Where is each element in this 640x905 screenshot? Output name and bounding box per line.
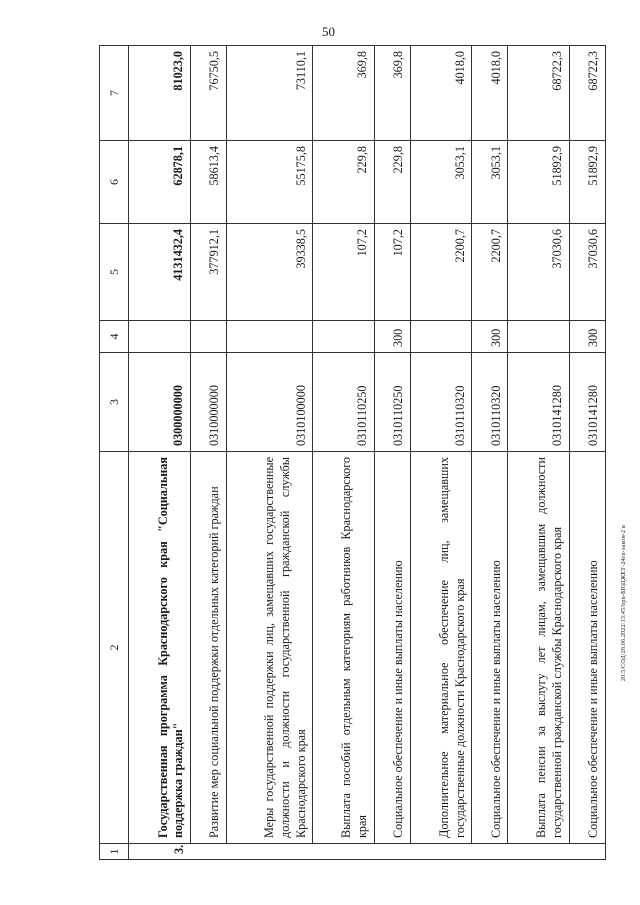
amount-col5-cell: 37030,6: [508, 224, 569, 321]
section-number-cell: [374, 844, 410, 860]
amount-col5-cell: 2200,7: [472, 224, 508, 321]
column-number-header-row: [100, 46, 129, 860]
budget-table: [99, 45, 606, 860]
expense-type-code-cell: [508, 321, 569, 353]
amount-col7-cell: 68722,3: [569, 46, 605, 141]
header-cell: 7: [100, 46, 129, 141]
section-number-cell: [569, 844, 605, 860]
expense-type-code-cell: 300: [472, 321, 508, 353]
expense-type-code-cell: [129, 321, 190, 353]
amount-col6-cell: 3053,1: [410, 141, 471, 224]
target-article-code-cell: 0310000000: [190, 353, 226, 452]
item-name-cell: Дополнительное материальное обеспечение лиц, замещавших государственные должности Краснодарского края: [410, 452, 471, 844]
expense-type-code-cell: 300: [374, 321, 410, 353]
header-cell: 6: [100, 141, 129, 224]
header-cell: 4: [100, 321, 129, 353]
table-row: [508, 46, 569, 860]
item-name-cell: Социальное обеспечение и иные выплаты населению: [374, 452, 410, 844]
amount-col6-cell: 3053,1: [472, 141, 508, 224]
item-name-cell: Меры государственной поддержки лиц, замещавших государственные должности и должности государственной гражданской службы Краснодарского края: [226, 452, 312, 844]
amount-col6-cell: 51892,9: [569, 141, 605, 224]
table-row: [226, 46, 312, 860]
amount-col7-cell: 76750,5: [190, 46, 226, 141]
table-row: [472, 46, 508, 860]
target-article-code-cell: 0310110250: [374, 353, 410, 452]
amount-col6-cell: 51892,9: [508, 141, 569, 224]
section-number-cell: [313, 844, 374, 860]
target-article-code-cell: 0310110250: [313, 353, 374, 452]
header-cell: 1: [100, 844, 129, 860]
amount-col7-cell: 68722,3: [508, 46, 569, 141]
header-cell: 3: [100, 353, 129, 452]
table-row: [410, 46, 471, 860]
amount-col5-cell: 4131432,4: [129, 224, 190, 321]
amount-col6-cell: 58613,4: [190, 141, 226, 224]
expense-type-code-cell: [313, 321, 374, 353]
target-article-code-cell: 0310110320: [472, 353, 508, 452]
target-article-code-cell: 0310141280: [508, 353, 569, 452]
header-cell: 2: [100, 452, 129, 844]
budget-table-container: [99, 46, 606, 860]
section-number-cell: [410, 844, 471, 860]
amount-col5-cell: 39338,5: [226, 224, 312, 321]
table-row: [569, 46, 605, 860]
amount-col7-cell: 369,8: [374, 46, 410, 141]
target-article-code-cell: 0310110320: [410, 353, 471, 452]
amount-col7-cell: 81023,0: [129, 46, 190, 141]
item-name-cell: Развитие мер социальной поддержки отдельных категорий граждан: [190, 452, 226, 844]
item-name-cell: Государственная программа Краснодарского края "Социальная поддержка граждан": [129, 452, 190, 844]
amount-col5-cell: 107,2: [313, 224, 374, 321]
item-name-cell: Социальное обеспечение и иные выплаты населению: [569, 452, 605, 844]
amount-col5-cell: 2200,7: [410, 224, 471, 321]
item-name-cell: Социальное обеспечение и иные выплаты населению: [472, 452, 508, 844]
section-number-cell: [226, 844, 312, 860]
table-row: [374, 46, 410, 860]
expense-type-code-cell: 300: [569, 321, 605, 353]
amount-col7-cell: 369,8: [313, 46, 374, 141]
amount-col6-cell: 229,8: [313, 141, 374, 224]
amount-col7-cell: 4018,0: [410, 46, 471, 141]
target-article-code-cell: 0310100000: [226, 353, 312, 452]
item-name-cell: Выплата пособий отдельным категориям работников Краснодарского края: [313, 452, 374, 844]
page-number: 50: [322, 24, 335, 39]
document-stamp-note: 20.5/СОД/28.06.2022/13:45/hpn-БЮДЖЕТ-24гп-закон-2 в: [621, 525, 627, 681]
amount-col6-cell: 229,8: [374, 141, 410, 224]
target-article-code-cell: 0310141280: [569, 353, 605, 452]
amount-col7-cell: 4018,0: [472, 46, 508, 141]
amount-col5-cell: 107,2: [374, 224, 410, 321]
amount-col5-cell: 37030,6: [569, 224, 605, 321]
section-number-cell: [190, 844, 226, 860]
table-row: [190, 46, 226, 860]
section-number-cell: 3.: [129, 844, 190, 860]
amount-col7-cell: 73110,1: [226, 46, 312, 141]
item-name-cell: Выплата пенсии за выслугу лет лицам, замещавшим должности государственной гражданской службы Краснодарского края: [508, 452, 569, 844]
expense-type-code-cell: [226, 321, 312, 353]
table-row: [313, 46, 374, 860]
section-number-cell: [472, 844, 508, 860]
section-number-cell: [508, 844, 569, 860]
expense-type-code-cell: [410, 321, 471, 353]
expense-type-code-cell: [190, 321, 226, 353]
target-article-code-cell: 0300000000: [129, 353, 190, 452]
amount-col6-cell: 62878,1: [129, 141, 190, 224]
table-row: [129, 46, 190, 860]
header-cell: 5: [100, 224, 129, 321]
amount-col5-cell: 377912,1: [190, 224, 226, 321]
amount-col6-cell: 55175,8: [226, 141, 312, 224]
